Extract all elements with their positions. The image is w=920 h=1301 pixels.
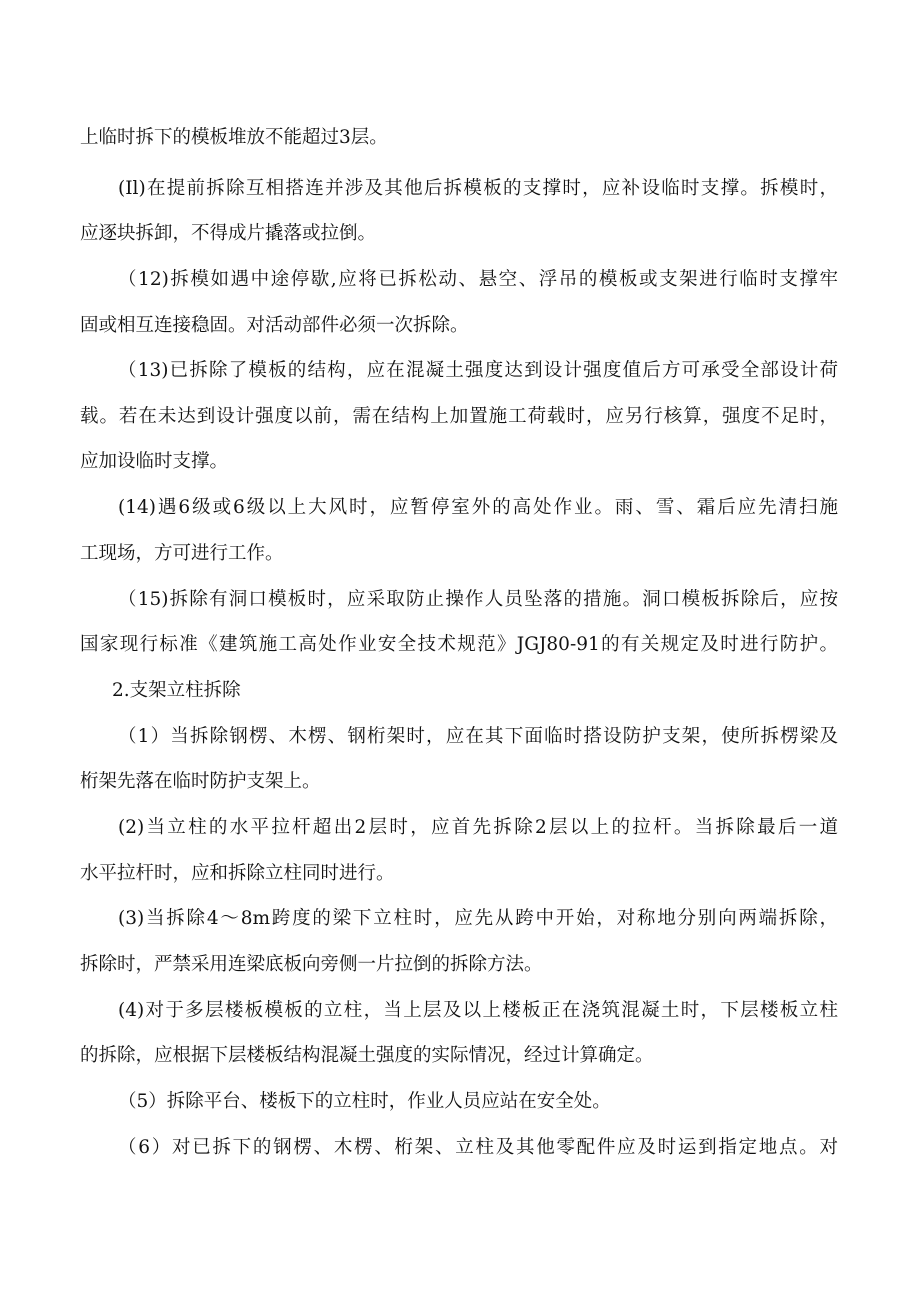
text-line-10: 工现场，方可进行工作。	[80, 543, 284, 564]
text-line-15: 桁架先落在临时防护支架上。	[80, 771, 321, 792]
text-line-12: 国家现行标准《建筑施工高处作业安全技术规范》JGJ80-91的有关规定及时进行防护。	[80, 634, 838, 655]
text-line-11: （15)拆除有洞口模板时，应采取防止操作人员坠落的措施。洞口模板拆除后，应按	[118, 589, 838, 610]
text-line-4: （12)拆模如遇中途停歇,应将已拆松动、悬空、浮吊的模板或支架进行临时支撑牢	[118, 269, 838, 290]
text-line-3: 应逐块拆卸，不得成片撬落或拉倒。	[80, 223, 377, 244]
text-line-21: 的拆除，应根据下层楼板结构混凝土强度的实际情况，经过计算确定。	[80, 1045, 654, 1066]
text-line-23: （6）对已拆下的钢楞、木楞、桁架、立柱及其他零配件应及时运到指定地点。对	[118, 1137, 838, 1158]
text-line-8: 应加设临时支撑。	[80, 451, 229, 472]
text-line-9: (14)遇6级或6级以上大风时，应暂停室外的高处作业。雨、雪、霜后应先清扫施	[118, 497, 838, 518]
text-line-18: (3)当拆除4～8m跨度的梁下立柱时，应先从跨中开始，对称地分别向两端拆除，	[118, 908, 838, 929]
text-line-2: (Il)在提前拆除互相搭连并涉及其他后拆模板的支撑时，应补设临时支撑。拆模时，	[118, 178, 838, 199]
text-line-7: 载。若在未达到设计强度以前，需在结构上加置施工荷载时，应另行核算，强度不足时，	[80, 406, 838, 427]
text-line-14: （1）当拆除钢楞、木楞、钢桁架时，应在其下面临时搭设防护支架，使所拆楞梁及	[118, 726, 838, 747]
text-line-19: 拆除时，严禁采用连梁底板向旁侧一片拉倒的拆除方法。	[80, 954, 543, 975]
text-line-16: (2)当立柱的水平拉杆超出2层时，应首先拆除2层以上的拉杆。当拆除最后一道	[118, 817, 838, 838]
text-line-5: 固或相互连接稳固。对活动部件必须一次拆除。	[80, 315, 469, 336]
text-line-17: 水平拉杆时，应和拆除立柱同时进行。	[80, 863, 395, 884]
section-heading: 2.支架立柱拆除	[112, 680, 241, 701]
text-line-1: 上临时拆下的模板堆放不能超过3层。	[80, 127, 388, 148]
text-line-6: （13)已拆除了模板的结构，应在混凝土强度达到设计强度值后方可承受全部设计荷	[118, 360, 838, 381]
text-line-20: (4)对于多层楼板模板的立柱，当上层及以上楼板正在浇筑混凝土时，下层楼板立柱	[118, 1000, 838, 1021]
text-line-22: （5）拆除平台、楼板下的立柱时，作业人员应站在安全处。	[118, 1091, 611, 1112]
